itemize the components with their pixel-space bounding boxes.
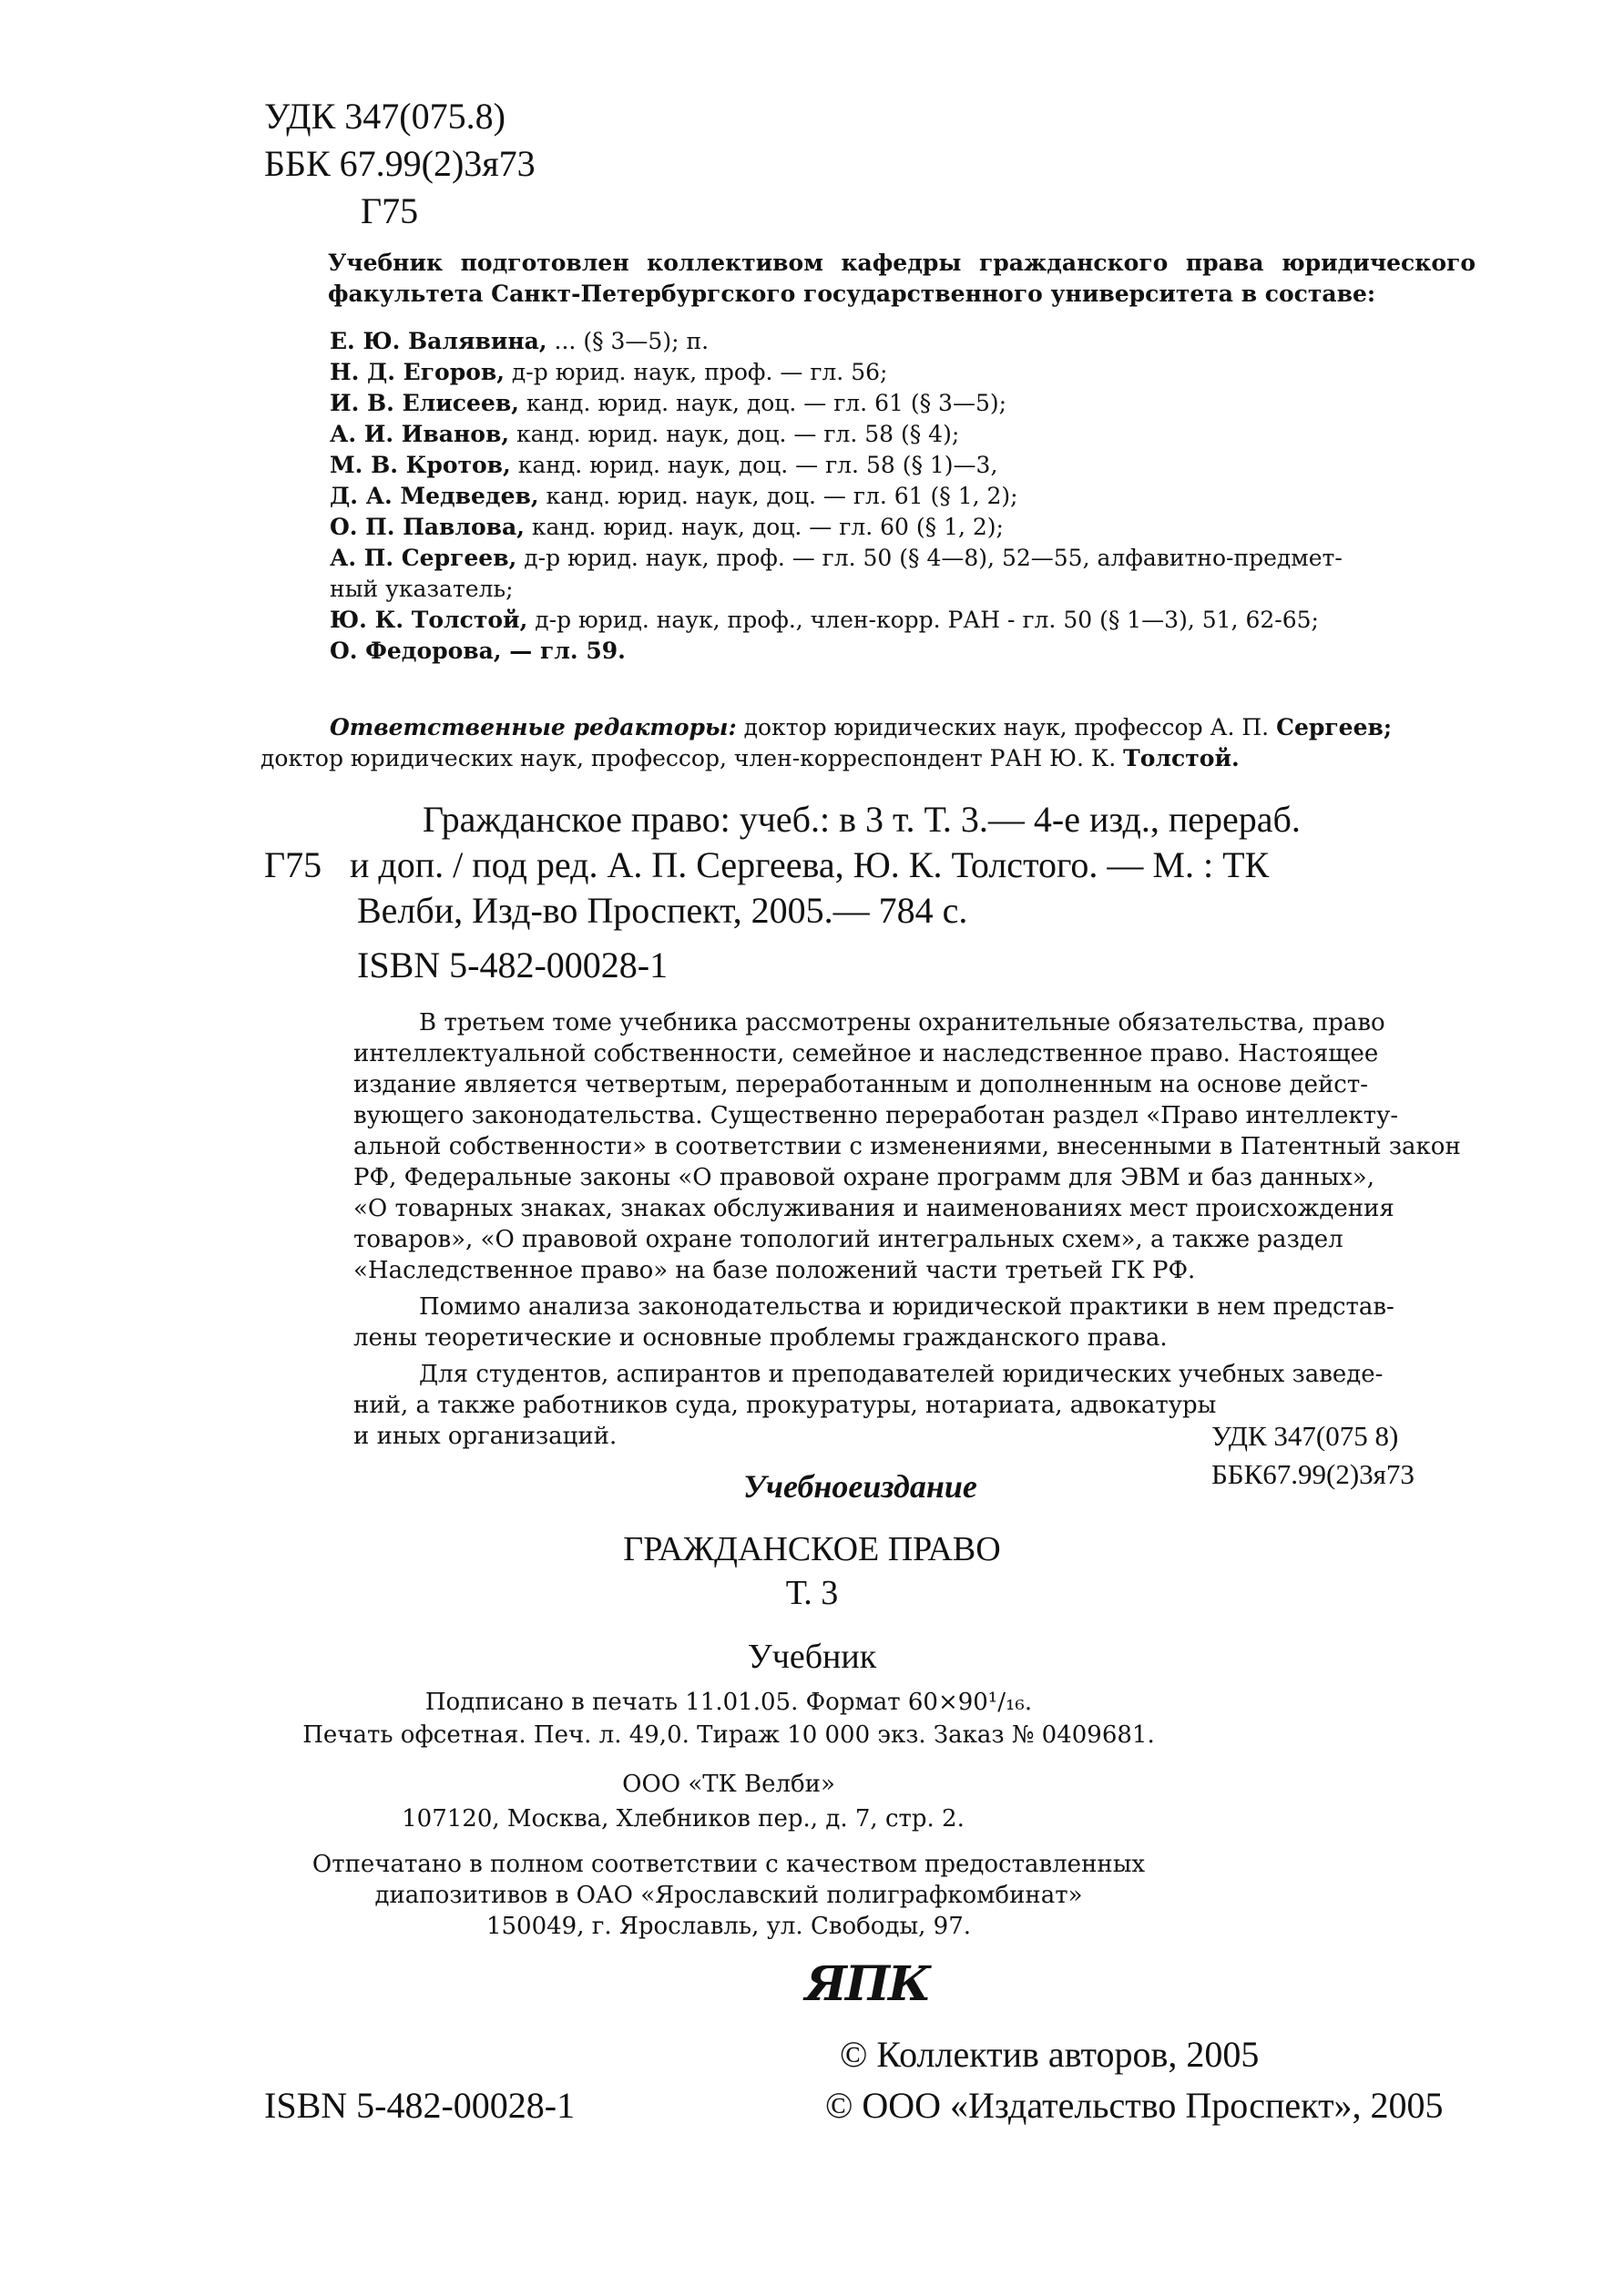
abstract-line: «О товарных знаках, знаках обслуживания и наименованиях мест происхождения: [353, 1195, 1394, 1222]
author-name: Н. Д. Егоров,: [330, 359, 505, 385]
citation-line-3: Велби, Изд-во Проспект, 2005.— 784 с.: [357, 890, 968, 931]
author-role: канд. юрид. наук, доц. — гл. 61 (§ 1, 2);: [538, 483, 1018, 509]
book-volume: Т. 3: [785, 1574, 839, 1612]
bbk-right: ББК67.99(2)3я73: [1211, 1458, 1415, 1490]
author-row: [330, 574, 1486, 605]
abstract-line: товаров», «О правовой охране топологий интегральных схем», а также раздел: [353, 1226, 1343, 1253]
abstract-line: вующего законодательства. Существенно переработан раздел «Право интеллекту-: [353, 1102, 1399, 1129]
abstract-line: ний, а также работников суда, прокуратуры, нотариата, адвокатуры: [353, 1392, 1217, 1419]
author-name: Ю. К. Толстой,: [330, 607, 528, 633]
author-role: д-р юрид. наук, проф., член-корр. РАН - гл. 50 (§ 1—3), 51, 62-65;: [527, 607, 1319, 633]
copyright-publisher: © ООО «Издательство Проспект», 2005: [825, 2085, 1444, 2126]
book-genre: Учебник: [747, 1638, 877, 1676]
authors-list: [330, 326, 1486, 667]
abstract-line: В третьем томе учебника рассмотрены охранительные обязательства, право: [419, 1009, 1385, 1036]
intro-text: Учебник подготовлен коллективом кафедры гражданского права юридического факультета Санкт-Петербургского государственного университета в составе:: [328, 250, 1476, 307]
author-row: [330, 543, 1486, 574]
author-row: [330, 481, 1486, 512]
editors-line-1: [330, 712, 1392, 743]
editors-text-1: доктор юридических наук, профессор А. П.: [736, 714, 1277, 740]
author-name: И. В. Елисеев,: [330, 390, 519, 416]
abstract-line: и иных организаций.: [353, 1423, 618, 1450]
author-role: канд. юрид. наук, доц. — гл. 58 (§ 1)—3,: [510, 452, 998, 478]
author-row: [330, 636, 1486, 667]
footer-isbn: ISBN 5-482-00028-1: [264, 2085, 576, 2126]
editors-line-2: [260, 743, 1240, 774]
copyright-authors: © Коллектив авторов, 2005: [840, 2034, 1260, 2075]
printer-logo: ЯПК: [805, 1956, 930, 2012]
author-name: Е. Ю. Валявина,: [330, 328, 547, 354]
publisher-name: ООО «ТК Велби»: [622, 1771, 835, 1798]
publisher-address: 107120, Москва, Хлебников пер., д. 7, стр. 2.: [402, 1805, 965, 1833]
author-row: [330, 512, 1486, 543]
book-title: ГРАЖДАНСКОЕ ПРАВО: [623, 1530, 1001, 1568]
printer-line-2: диапозитивов в ОАО «Ярославский полиграфкомбинат»: [374, 1882, 1083, 1909]
author-role: ный указатель;: [330, 576, 514, 602]
abstract-line: Помимо анализа законодательства и юридической практики в нем представ-: [419, 1293, 1394, 1321]
abstract-line: Для студентов, аспирантов и преподавателей юридических учебных заведе-: [419, 1361, 1384, 1388]
author-name: А. И. Иванов,: [330, 421, 510, 447]
author-name: М. В. Кротов,: [330, 452, 511, 478]
bbk-header: ББК 67.99(2)3я73: [264, 143, 536, 184]
editor-name-2: Толстой.: [1123, 745, 1240, 771]
editors-label: Ответственные редакторы:: [330, 714, 737, 740]
author-row: [330, 388, 1486, 419]
author-role: д-р юрид. наук, проф. — гл. 56;: [504, 359, 888, 385]
author-name: А. П. Сергеев,: [330, 545, 517, 571]
imprint-line-1: Подписано в печать 11.01.05. Формат 60×90¹/₁₆.: [424, 1689, 1033, 1716]
imprint-line-2: Печать офсетная. Печ. л. 49,0. Тираж 10 000 экз. Заказ № 0409681.: [302, 1721, 1155, 1749]
author-row: [330, 419, 1486, 450]
author-name: О. Федорова, — гл. 59.: [330, 638, 626, 664]
citation-line-2: и доп. / под ред. А. П. Сергеева, Ю. К. Толстого. — М. : ТК: [350, 844, 1270, 885]
udk-header: УДК 347(075.8): [264, 96, 506, 137]
author-name: Д. А. Медведев,: [330, 483, 539, 509]
author-row: [330, 605, 1486, 636]
printer-line-1: Отпечатано в полном соответствии с качеством предоставленных: [312, 1851, 1146, 1878]
author-role: ... (§ 3—5); п.: [546, 328, 710, 354]
author-row: [330, 326, 1486, 357]
abstract-line: «Наследственное право» на базе положений части третьей ГК РФ.: [353, 1257, 1196, 1284]
citation-code: Г75: [264, 844, 322, 885]
abstract-line: лены теоретические и основные проблемы гражданского права.: [353, 1324, 1168, 1352]
citation-line-1: Гражданское право: учеб.: в 3 т. Т. 3.— 4-е изд., перераб.: [423, 799, 1301, 840]
author-role: канд. юрид. наук, доц. — гл. 58 (§ 4);: [509, 421, 960, 447]
printer-line-3: 150049, г. Ярославль, ул. Свободы, 97.: [485, 1913, 972, 1940]
author-row: [330, 357, 1486, 388]
editor-name-1: Сергеев;: [1276, 714, 1393, 740]
abstract-line: издание является четвертым, переработанным и дополненным на основе дейст-: [353, 1071, 1369, 1098]
editors-text-2: доктор юридических наук, профессор, член-корреспондент РАН Ю. К.: [260, 745, 1124, 771]
abstract-line: альной собственности» в соответствии с изменениями, внесенными в Патентный закон: [353, 1133, 1461, 1160]
author-role: д-р юрид. наук, проф. — гл. 50 (§ 4—8), 52—55, алфавитно-предмет-: [516, 545, 1343, 571]
author-role: канд. юрид. наук, доц. — гл. 60 (§ 1, 2);: [524, 514, 1004, 540]
code-header: Г75: [361, 190, 419, 231]
abstract-line: интеллектуальной собственности, семейное и наследственное право. Настоящее: [353, 1040, 1379, 1067]
abstract-line: РФ, Федеральные законы «О правовой охране программ для ЭВМ и баз данных»,: [353, 1164, 1374, 1191]
author-row: [330, 450, 1486, 481]
edition-type: Учебноеиздание: [743, 1468, 977, 1505]
author-role: канд. юрид. наук, доц. — гл. 61 (§ 3—5);: [518, 390, 1007, 416]
udk-right: УДК 347(075 8): [1211, 1420, 1399, 1452]
author-name: О. П. Павлова,: [330, 514, 525, 540]
citation-isbn: ISBN 5-482-00028-1: [357, 944, 669, 985]
